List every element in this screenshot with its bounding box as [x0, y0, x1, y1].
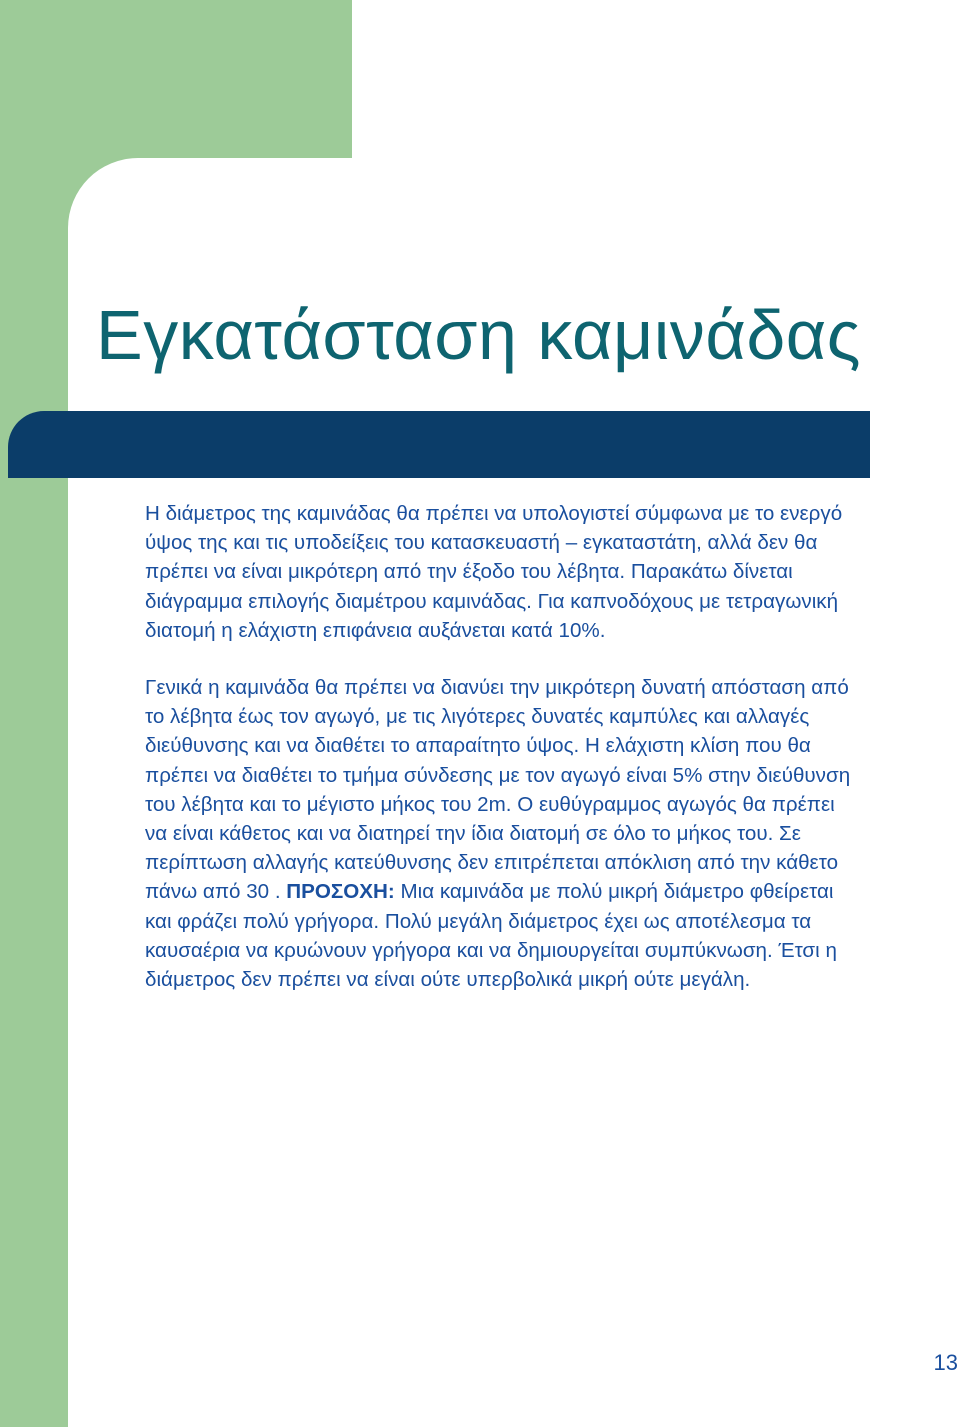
- text-fragment: .: [269, 880, 287, 904]
- warning-label: ΠΡΟΣΟΧΗ:: [286, 880, 395, 904]
- text-fragment: πάνω από 30: [145, 880, 270, 904]
- body-text: [145, 499, 960, 994]
- text-line: πρέπει να διαθέτει το τμήμα σύνδεσης με τον αγωγό είναι 5% στην διεύθυνση: [145, 763, 851, 787]
- text-line: του λέβητα και το μέγιστο μήκος του 2m. Ο ευθύγραμμος αγωγός θα πρέπει: [145, 792, 835, 816]
- text-line: να είναι κάθετος και να διατηρεί την ίδια διατομή σε όλο το μήκος του. Σε: [145, 822, 801, 846]
- page-title: Εγκατάσταση καμινάδας: [96, 296, 861, 374]
- warning-line: [145, 877, 960, 906]
- paragraph-chimney-diameter: [145, 499, 960, 645]
- text-fragment: Μια καμινάδα με πολύ μικρή διάμετρο φθείρεται: [394, 880, 834, 904]
- text-line: διάμετρος δεν πρέπει να είναι ούτε υπερβολικά μικρή ούτε μεγάλη.: [145, 968, 751, 992]
- text-line: διεύθυνσης και να διαθέτει το απαραίτητο ύψος. Η ελάχιστη κλίση που θα: [145, 734, 811, 758]
- text-line: και φράζει πολύ γρήγορα. Πολύ μεγάλη διάμετρος έχει ως αποτέλεσμα τα: [145, 909, 812, 933]
- text-line: ύψος της και τις υποδείξεις του κατασκευαστή – εγκαταστάτη, αλλά δεν θα: [145, 531, 818, 555]
- text-line: περίπτωση αλλαγής κατεύθυνσης δεν επιτρέπεται απόκλιση από την κάθετο: [145, 851, 839, 875]
- text-line: Η διάμετρος της καμινάδας θα πρέπει να υπολογιστεί σύμφωνα με το ενεργό: [145, 502, 843, 525]
- text-line: διάγραμμα επιλογής διαμέτρου καμινάδας. Για καπνοδόχους με τετραγωνική: [145, 589, 839, 613]
- title-underline-bar: [8, 411, 870, 478]
- text-line: διατομή η ελάχιστη επιφάνεια αυξάνεται κατά 10%.: [145, 618, 606, 642]
- text-line: το λέβητα έως τον αγωγό, με τις λιγότερες δυνατές καμπύλες και αλλαγές: [145, 705, 810, 729]
- text-line: πρέπει να είναι μικρότερη από την έξοδο του λέβητα. Παρακάτω δίνεται: [145, 560, 793, 584]
- text-line: καυσαέρια να κρυώνουν γρήγορα και να δημιουργείται συμπύκνωση. Έτσι η: [145, 938, 837, 962]
- decorative-green-margin: [0, 0, 68, 1427]
- paragraph-chimney-routing: [145, 673, 960, 994]
- text-line: Γενικά η καμινάδα θα πρέπει να διανύει την μικρότερη δυνατή απόσταση από: [145, 676, 849, 700]
- page-number: 13: [933, 1350, 958, 1375]
